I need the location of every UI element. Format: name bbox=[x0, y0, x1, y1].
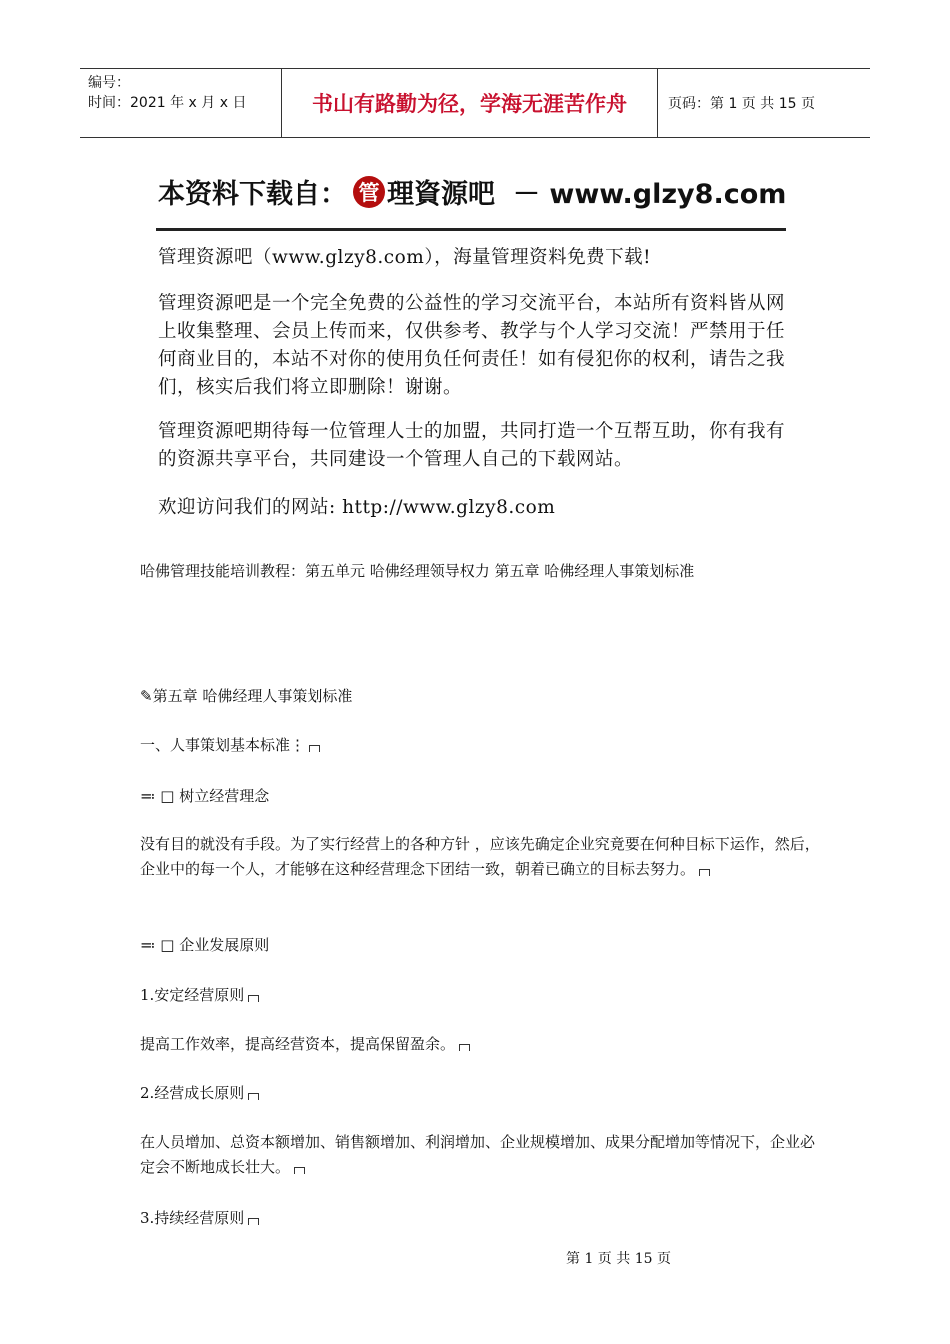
banner-title-rest: 理資源吧 bbox=[387, 179, 495, 210]
paragraph-1-text: 没有目的就没有手段。为了实行经营上的各种方针 ，应该先确定企业究竟要在何种目标下运作，然后，企业中的每一个人，才能够在这种经营理念下团结一致，朝着已确立的目标去努力。 bbox=[140, 835, 820, 878]
header-meta-cell bbox=[80, 69, 282, 137]
chapter-heading-text: 第五章 哈佛经理人事策划标准 bbox=[152, 687, 353, 705]
rule-3-heading bbox=[140, 1207, 259, 1228]
banner-title-prefix: 本资料下载自： bbox=[158, 179, 347, 210]
banner-paragraph-2: 管理资源吧是一个完全免费的公益性的学习交流平台，本站所有资料皆从网上收集整理、会员上传而来，仅供参考、教学与个人学习交流！严禁用于任何商业目的，本站不对你的使用负任何责任！如有侵犯你的权利，请告之我们，核实后我们将立即删除！谢谢。 bbox=[158, 293, 786, 398]
banner-paragraph-1: 管理资源吧（www.glzy8.com），海量管理资料免费下载! bbox=[158, 247, 652, 268]
header-page-info: 页码：第 1 页 共 15 页 bbox=[668, 96, 815, 112]
rule-2-description bbox=[140, 1130, 820, 1180]
rule-2-description-text: 在人员增加、总资本额增加、销售额增加、利润增加、企业规模增加、成果分配增加等情况下，企业必定会不断地成长壮大。 bbox=[140, 1133, 816, 1176]
rule-1-description bbox=[140, 1033, 470, 1054]
header-motto: 书山有路勤为径，学海无涯苦作舟 bbox=[282, 69, 658, 137]
course-title: 哈佛管理技能培训教程：第五单元 哈佛经理领导权力 第五章 哈佛经理人事策划标准 bbox=[140, 562, 695, 580]
rule-1-description-text: 提高工作效率，提高经营资本，提高保留盈余。 bbox=[140, 1035, 456, 1053]
rule-3-heading-text: 3.持续经营原则 bbox=[140, 1209, 245, 1227]
document-header bbox=[80, 68, 870, 138]
paragraph-1 bbox=[140, 832, 820, 882]
chapter-heading bbox=[140, 685, 352, 706]
rule-1-heading-text: 1.安定经营原则 bbox=[140, 986, 245, 1004]
rule-2-heading-text: 2.经营成长原则 bbox=[140, 1084, 245, 1102]
rule-2-heading bbox=[140, 1082, 259, 1103]
banner-title bbox=[158, 172, 786, 211]
paragraph-mark-icon bbox=[459, 1044, 470, 1051]
download-source-banner bbox=[150, 160, 800, 530]
item-heading-2: ≕ □ 企业发展原则 bbox=[140, 936, 270, 954]
site-logo-icon: 管 bbox=[353, 176, 385, 208]
paragraph-mark-icon bbox=[294, 1167, 305, 1174]
banner-url: － www.glzy8.com bbox=[513, 179, 787, 210]
date-label: 时间：2021 年 x 月 x 日 bbox=[88, 95, 247, 111]
banner-paragraph-3: 管理资源吧期待每一位管理人士的加盟，共同打造一个互帮互助，你有我有的资源共享平台，共同建设一个管理人自己的下载网站。 bbox=[158, 421, 786, 470]
item-heading-1: ≕ □ 树立经营理念 bbox=[140, 787, 270, 805]
paragraph-mark-icon bbox=[248, 1093, 259, 1100]
paragraph-mark-icon bbox=[309, 745, 320, 752]
banner-paragraph-4: 欢迎访问我们的网站: http://www.glzy8.com bbox=[158, 497, 556, 518]
rule-1-heading bbox=[140, 984, 259, 1005]
paragraph-mark-icon bbox=[248, 1218, 259, 1225]
paragraph-mark-icon bbox=[248, 995, 259, 1002]
section-heading-1 bbox=[140, 734, 320, 755]
number-label: 编号： bbox=[88, 75, 130, 91]
paragraph-mark-icon bbox=[699, 869, 710, 876]
page-footer: 第 1 页 共 15 页 bbox=[566, 1251, 671, 1267]
pencil-icon: ✎ bbox=[140, 687, 153, 705]
section-heading-1-text: 一、人事策划基本标准⋮ bbox=[140, 736, 306, 754]
banner-divider bbox=[156, 228, 786, 231]
